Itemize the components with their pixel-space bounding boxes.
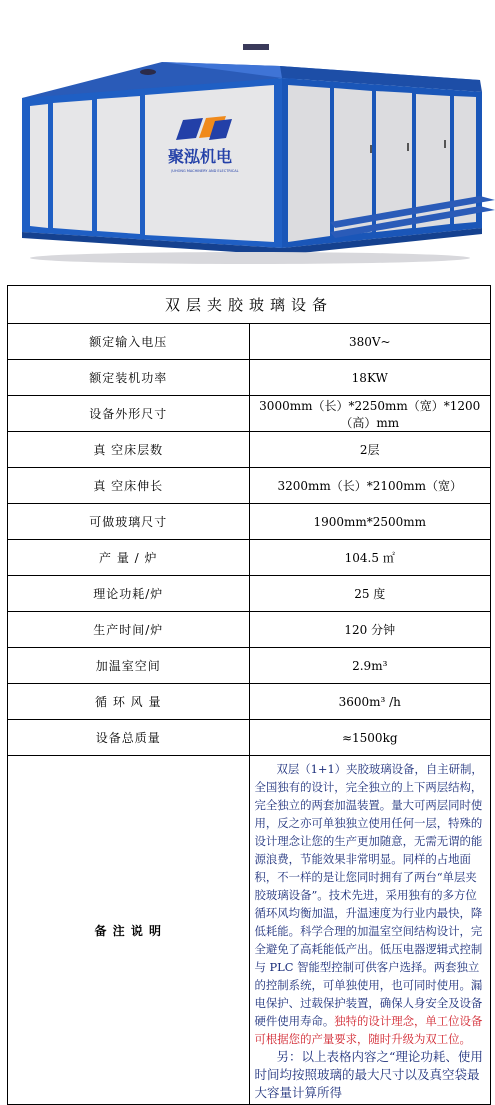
notes-extra: 另：以上表格内容之“理论功耗、使用时间均按照玻璃的最大尺寸以及真空袋最大容量计算所得 <box>254 1049 483 1100</box>
spec-label: 额定输入电压 <box>8 324 250 360</box>
spec-value: 2层 <box>249 432 491 468</box>
notes-text: 双层（1+1）夹胶玻璃设备，自主研制，全国独有的设计，完全独立的上下两层结构，完全独立的两套加温装置。量大可两层同时使用，反之亦可单独独立使用任何一层，特殊的设计理念让您的生产更加随意，无需无谓的能源浪费，节能效果非常明显。同样的占地面积，不一样的是让您同时拥有了两台“单层夹胶玻璃设备”。技术先进，采用独有的多方位循环风均衡加温，升温速度为行业内最快，降低耗能。科学合理的加温室空间结构设计，完全避免了高耗能低产出。低压电器逻辑式控制与 PLC 智能型控制可供客户选择。两套独立的控制系统，可单独使用，也可同时使用。漏电保护、过载保护装置，确保人身安全及设备硬件使用寿命。 <box>254 762 483 1028</box>
spec-label: 产 量 / 炉 <box>8 540 250 576</box>
spec-label: 设备总质量 <box>8 720 250 756</box>
spec-label: 额定装机功率 <box>8 360 250 396</box>
table-row <box>8 540 491 576</box>
spec-value: ≈1500kg <box>249 720 491 756</box>
product-photo <box>0 0 495 270</box>
table-row <box>8 612 491 648</box>
table-row <box>8 396 491 432</box>
table-row <box>8 468 491 504</box>
table-row <box>8 684 491 720</box>
logo-subtext: JUHONG MACHINERY AND ELECTRICAL <box>171 169 239 173</box>
spec-value: 25 度 <box>249 576 491 612</box>
table-row <box>8 324 491 360</box>
table-row <box>8 360 491 396</box>
glass-laminating-machine-illustration <box>0 0 495 270</box>
table-row <box>8 648 491 684</box>
spec-label: 可做玻璃尺寸 <box>8 504 250 540</box>
spec-label: 加温室空间 <box>8 648 250 684</box>
logo-text: 聚泓机电 <box>167 147 233 166</box>
spec-value: 3200mm（长）*2100mm（宽） <box>249 468 491 504</box>
table-row <box>8 432 491 468</box>
spec-label: 理论功耗/炉 <box>8 576 250 612</box>
table-row <box>8 504 491 540</box>
spec-label: 循 环 风 量 <box>8 684 250 720</box>
spec-value: 120 分钟 <box>249 612 491 648</box>
spec-value: 380V~ <box>249 324 491 360</box>
notes-red-text: 独特的设计理念，单工位设备可根据您的产量要求，随时升级为双工位。 <box>254 1014 483 1046</box>
spec-label: 设备外形尺寸 <box>8 396 250 432</box>
notes-label: 备 注 说 明 <box>8 756 250 1105</box>
spec-value: 2.9m³ <box>249 648 491 684</box>
spec-value: 1900mm*2500mm <box>249 504 491 540</box>
spec-value: 3000mm（长）*2250mm（宽）*1200（高）mm <box>249 396 491 432</box>
spec-label: 真 空床伸长 <box>8 468 250 504</box>
spec-value: 3600m³ /h <box>249 684 491 720</box>
spec-label: 生产时间/炉 <box>8 612 250 648</box>
table-title: 双层夹胶玻璃设备 <box>8 286 491 324</box>
table-row <box>8 576 491 612</box>
spec-table <box>7 285 491 1105</box>
spec-value: 18KW <box>249 360 491 396</box>
spec-label: 真 空床层数 <box>8 432 250 468</box>
table-row <box>8 720 491 756</box>
spec-value: 104.5 ㎡ <box>249 540 491 576</box>
notes-cell <box>249 756 491 1105</box>
